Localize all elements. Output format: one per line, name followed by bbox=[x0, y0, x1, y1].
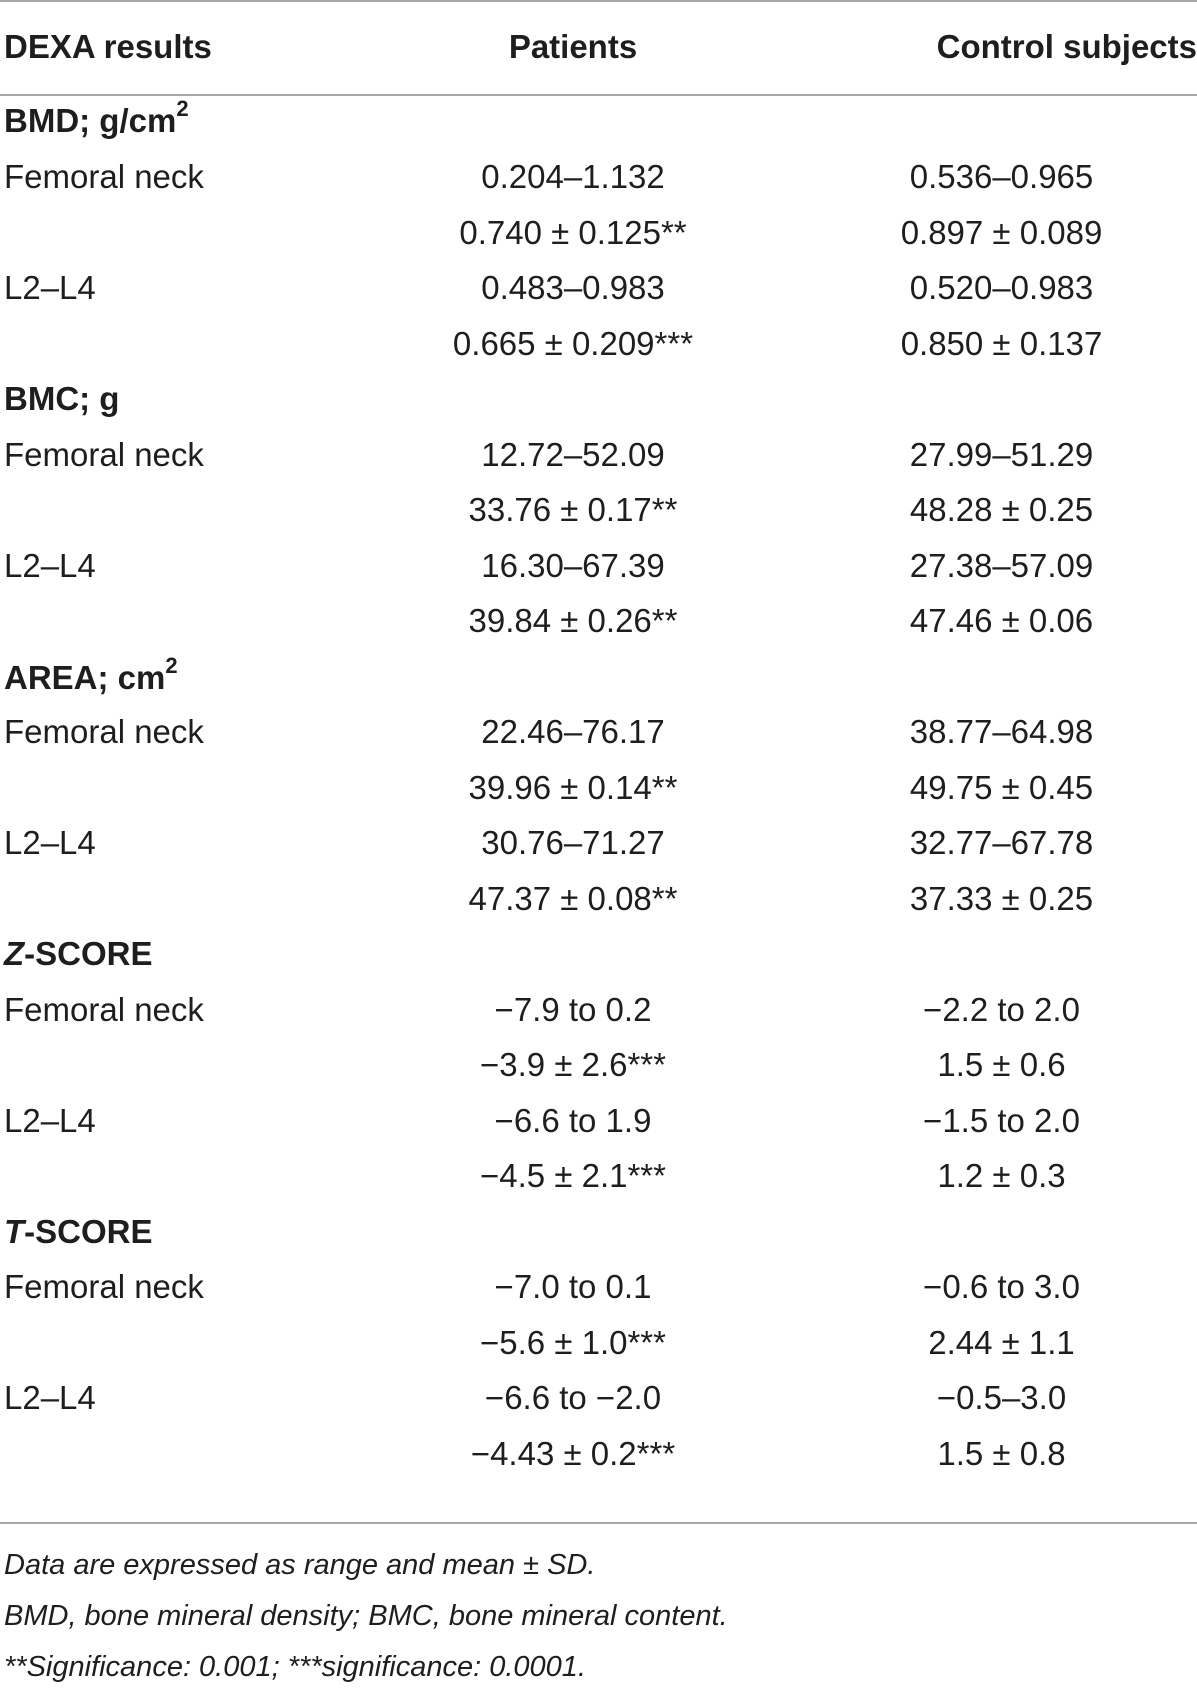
patients-value: 47.37 ± 0.08** bbox=[468, 879, 678, 917]
group-title bbox=[0, 94, 392, 150]
patients-value: 30.76–71.27 bbox=[481, 824, 665, 862]
row-label bbox=[0, 205, 392, 261]
controls-value: −2.2 to 2.0 bbox=[923, 990, 1080, 1028]
group-title bbox=[0, 649, 392, 705]
row-label bbox=[0, 1315, 392, 1371]
row-label bbox=[0, 594, 392, 650]
row-label bbox=[0, 1149, 392, 1205]
controls-value: −0.5–3.0 bbox=[936, 1379, 1067, 1417]
header-dexa-results: DEXA results bbox=[4, 28, 212, 65]
patients-value: −4.43 ± 0.2*** bbox=[470, 1434, 676, 1472]
table-row bbox=[0, 1371, 1197, 1427]
row-label: L2–L4 bbox=[4, 1101, 96, 1139]
patients-value: −7.0 to 0.1 bbox=[494, 1268, 652, 1306]
table-row bbox=[0, 205, 1197, 261]
patients-value: −6.6 to 1.9 bbox=[494, 1101, 652, 1139]
patients-value: −6.6 to −2.0 bbox=[484, 1379, 662, 1417]
empty-cell bbox=[754, 372, 1197, 428]
row-label: L2–L4 bbox=[4, 546, 96, 584]
table-row bbox=[0, 1038, 1197, 1094]
controls-value: 49.75 ± 0.45 bbox=[909, 768, 1094, 806]
controls-value: 1.2 ± 0.3 bbox=[937, 1157, 1066, 1195]
controls-value: 0.850 ± 0.137 bbox=[900, 324, 1103, 362]
patients-value: 12.72–52.09 bbox=[481, 435, 665, 473]
row-label: Femoral neck bbox=[4, 713, 204, 751]
patients-value: 33.76 ± 0.17** bbox=[468, 491, 678, 529]
table-row bbox=[0, 1260, 1197, 1316]
group-title-text: AREA; cm bbox=[4, 658, 166, 696]
controls-value: 0.897 ± 0.089 bbox=[900, 213, 1103, 251]
empty-cell bbox=[392, 927, 754, 983]
empty-cell bbox=[392, 1204, 754, 1260]
header-patients: Patients bbox=[508, 28, 638, 65]
controls-value: 2.44 ± 1.1 bbox=[928, 1323, 1075, 1361]
table-row bbox=[0, 1093, 1197, 1149]
controls-value: 37.33 ± 0.25 bbox=[909, 879, 1094, 917]
row-label bbox=[0, 316, 392, 372]
group-title-text: -SCORE bbox=[24, 935, 153, 973]
group-title-superscript: 2 bbox=[165, 652, 178, 678]
row-label: L2–L4 bbox=[4, 269, 96, 307]
table-row bbox=[0, 594, 1197, 650]
patients-value: 39.96 ± 0.14** bbox=[468, 768, 678, 806]
patients-value: 0.204–1.132 bbox=[481, 158, 665, 196]
footnote-abbreviations: BMD, bone mineral density; BMC, bone mineral content. bbox=[4, 1600, 728, 1632]
table-row bbox=[0, 261, 1197, 317]
header-row bbox=[0, 0, 1197, 94]
controls-value: 38.77–64.98 bbox=[909, 713, 1094, 751]
table-row bbox=[0, 705, 1197, 761]
patients-value: 0.665 ± 0.209*** bbox=[452, 324, 694, 362]
table-row bbox=[0, 427, 1197, 483]
table-header bbox=[0, 0, 1197, 94]
row-label bbox=[0, 871, 392, 927]
empty-cell bbox=[754, 1204, 1197, 1260]
empty-cell bbox=[754, 94, 1197, 150]
row-label bbox=[0, 1426, 392, 1482]
group-header-row bbox=[0, 927, 1197, 983]
table-row bbox=[0, 150, 1197, 206]
row-label: L2–L4 bbox=[4, 824, 96, 862]
controls-value: −1.5 to 2.0 bbox=[923, 1101, 1080, 1139]
patients-value: −3.9 ± 2.6*** bbox=[480, 1046, 666, 1084]
controls-value: 47.46 ± 0.06 bbox=[909, 602, 1094, 640]
row-label bbox=[0, 760, 392, 816]
table-row bbox=[0, 816, 1197, 872]
table-row bbox=[0, 1149, 1197, 1205]
patients-value: −7.9 to 0.2 bbox=[494, 990, 652, 1028]
group-title-superscript: 2 bbox=[176, 95, 189, 121]
group-title-italic-letter: T bbox=[4, 1212, 25, 1250]
group-title bbox=[0, 1204, 392, 1260]
group-title-text: BMC; g bbox=[4, 380, 120, 418]
group-header-row bbox=[0, 1204, 1197, 1260]
patients-value: 0.740 ± 0.125** bbox=[459, 213, 687, 251]
row-label: L2–L4 bbox=[4, 1379, 96, 1417]
group-title-text: -SCORE bbox=[24, 1212, 153, 1250]
controls-value: 27.99–51.29 bbox=[909, 435, 1094, 473]
table-row bbox=[0, 1426, 1197, 1482]
controls-value: 32.77–67.78 bbox=[909, 824, 1094, 862]
row-label: Femoral neck bbox=[4, 435, 204, 473]
table-row bbox=[0, 982, 1197, 1038]
footnote-significance: **Significance: 0.001; ***significance: 0.0001. bbox=[4, 1651, 586, 1683]
controls-value: 27.38–57.09 bbox=[909, 546, 1094, 584]
row-label: Femoral neck bbox=[4, 990, 204, 1028]
patients-value: −4.5 ± 2.1*** bbox=[480, 1157, 666, 1195]
table-row bbox=[0, 871, 1197, 927]
table-row bbox=[0, 760, 1197, 816]
footnote-data-expression: Data are expressed as range and mean ± SD. bbox=[4, 1549, 596, 1581]
group-header-row bbox=[0, 649, 1197, 705]
patients-value: 0.483–0.983 bbox=[481, 269, 665, 307]
empty-cell bbox=[754, 927, 1197, 983]
group-header-row bbox=[0, 94, 1197, 150]
controls-value: 1.5 ± 0.6 bbox=[937, 1046, 1066, 1084]
footer-rule bbox=[0, 1522, 1197, 1524]
group-title-italic-letter: Z bbox=[4, 935, 25, 973]
row-label: Femoral neck bbox=[4, 158, 204, 196]
group-header-row bbox=[0, 372, 1197, 428]
controls-value: −0.6 to 3.0 bbox=[923, 1268, 1080, 1306]
group-title-text: BMD; g/cm bbox=[4, 101, 177, 139]
row-label: Femoral neck bbox=[4, 1268, 204, 1306]
empty-cell bbox=[392, 94, 754, 150]
controls-value: 0.536–0.965 bbox=[909, 158, 1094, 196]
empty-cell bbox=[392, 649, 754, 705]
patients-value: 16.30–67.39 bbox=[481, 546, 665, 584]
group-title bbox=[0, 372, 392, 428]
table-body bbox=[0, 94, 1197, 1482]
controls-value: 1.5 ± 0.8 bbox=[937, 1434, 1066, 1472]
header-control-subjects: Control subjects bbox=[936, 28, 1197, 65]
empty-cell bbox=[754, 649, 1197, 705]
row-label bbox=[0, 483, 392, 539]
patients-value: −5.6 ± 1.0*** bbox=[480, 1323, 666, 1361]
patients-value: 22.46–76.17 bbox=[481, 713, 665, 751]
table-row bbox=[0, 316, 1197, 372]
patients-value: 39.84 ± 0.26** bbox=[468, 602, 678, 640]
controls-value: 0.520–0.983 bbox=[909, 269, 1094, 307]
row-label bbox=[0, 1038, 392, 1094]
table-footnotes bbox=[4, 1540, 728, 1693]
table-row bbox=[0, 483, 1197, 539]
empty-cell bbox=[392, 372, 754, 428]
group-title bbox=[0, 927, 392, 983]
table-row bbox=[0, 538, 1197, 594]
controls-value: 48.28 ± 0.25 bbox=[909, 491, 1094, 529]
table-row bbox=[0, 1315, 1197, 1371]
